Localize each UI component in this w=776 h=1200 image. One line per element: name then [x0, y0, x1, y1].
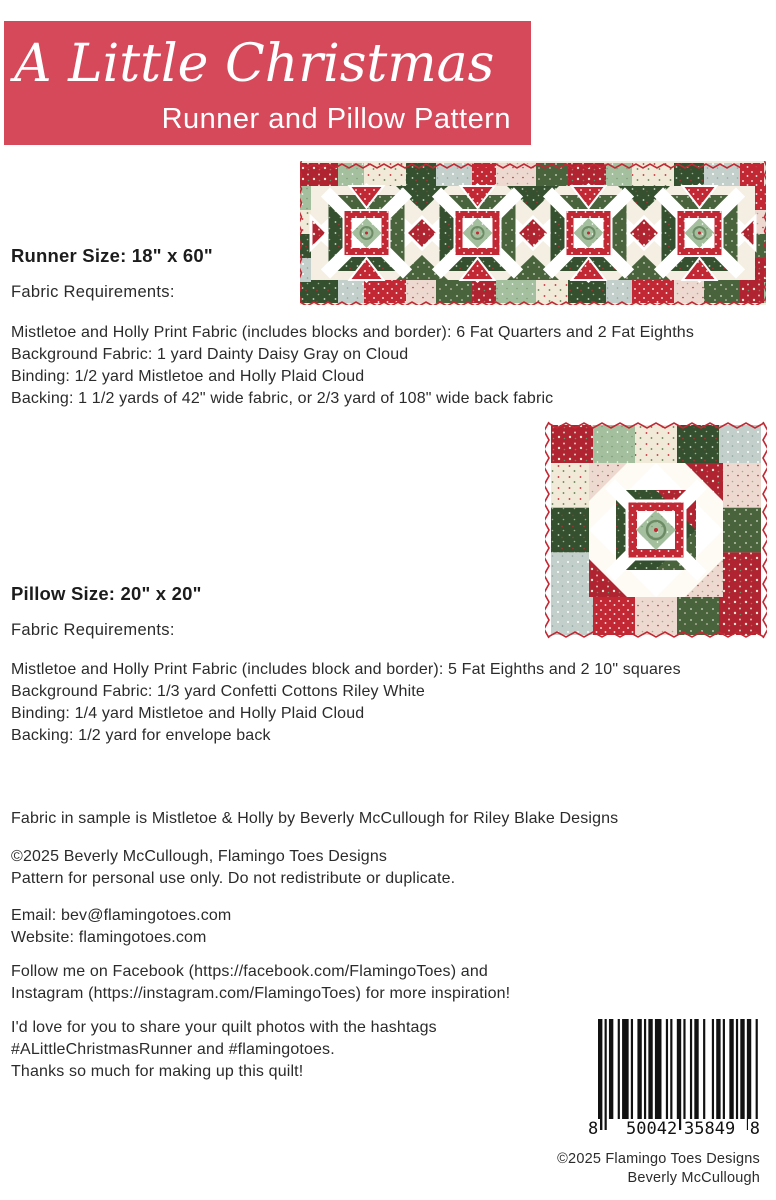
pattern-title: A Little Christmas [14, 34, 495, 94]
hashtag-line: Thanks so much for making up this quilt! [11, 1063, 304, 1080]
pillow-requirement-line: Backing: 1/2 yard for envelope back [11, 727, 271, 744]
runner-size-heading: Runner Size: 18" x 60" [11, 245, 213, 266]
email-line: Email: bev@flamingotoes.com [11, 907, 232, 924]
runner-fabric-requirements-list [11, 322, 771, 410]
barcode-digit: 8 [749, 1119, 760, 1139]
website-line: Website: flamingotoes.com [11, 929, 207, 946]
runner-requirement-line: Background Fabric: 1 yard Dainty Daisy Gray on Cloud [11, 346, 409, 363]
usage-line: Pattern for personal use only. Do not redistribute or duplicate. [11, 870, 456, 887]
title-banner [4, 21, 531, 145]
pillow-quilt-photo [545, 419, 767, 641]
pillow-requirement-line: Mistletoe and Holly Print Fabric (includes block and border): 5 Fat Eighths and 2 10" squares [11, 661, 681, 678]
runner-requirement-line: Backing: 1 1/2 yards of 42" wide fabric, or 2/3 yard of 108" wide back fabric [11, 390, 554, 407]
barcode-digit: 50042 [626, 1119, 678, 1139]
pattern-subtitle: Runner and Pillow Pattern [161, 103, 511, 135]
runner-fabric-requirements-label: Fabric Requirements: [11, 283, 175, 301]
barcode-digit: 8 [588, 1119, 599, 1139]
pillow-fabric-requirements-list [11, 659, 771, 747]
publisher-block [557, 1150, 760, 1188]
copyright-block [11, 846, 455, 890]
social-line: Follow me on Facebook (https://facebook.com/FlamingoToes) and [11, 963, 488, 980]
barcode-digit: 35849 [684, 1119, 736, 1139]
runner-quilt-photo [300, 161, 766, 305]
pillow-requirement-line: Background Fabric: 1/3 yard Confetti Cottons Riley White [11, 683, 425, 700]
barcode-bars [598, 1019, 760, 1133]
upc-barcode [586, 1019, 762, 1141]
runner-requirement-line: Mistletoe and Holly Print Fabric (includes blocks and border): 6 Fat Quarters and 2 Fat Eighths [11, 324, 694, 341]
social-line: Instagram (https://instagram.com/FlamingoToes) for more inspiration! [11, 985, 511, 1002]
publisher-line: ©2025 Flamingo Toes Designs [557, 1151, 760, 1167]
hashtag-line: #ALittleChristmasRunner and #flamingotoes. [11, 1041, 335, 1058]
contact-block [11, 905, 231, 949]
runner-requirement-line: Binding: 1/2 yard Mistletoe and Holly Plaid Cloud [11, 368, 365, 385]
copyright-line: ©2025 Beverly McCullough, Flamingo Toes Designs [11, 848, 388, 865]
pillow-requirement-line: Binding: 1/4 yard Mistletoe and Holly Plaid Cloud [11, 705, 365, 722]
social-block [11, 961, 510, 1005]
hashtag-block [11, 1017, 437, 1083]
sample-fabric-credit: Fabric in sample is Mistletoe & Holly by Beverly McCullough for Riley Blake Designs [11, 810, 619, 827]
pillow-size-heading: Pillow Size: 20" x 20" [11, 583, 202, 604]
publisher-line: Beverly McCullough [627, 1170, 760, 1186]
pillow-fabric-requirements-label: Fabric Requirements: [11, 621, 175, 639]
hashtag-line: I'd love for you to share your quilt photos with the hashtags [11, 1019, 437, 1036]
